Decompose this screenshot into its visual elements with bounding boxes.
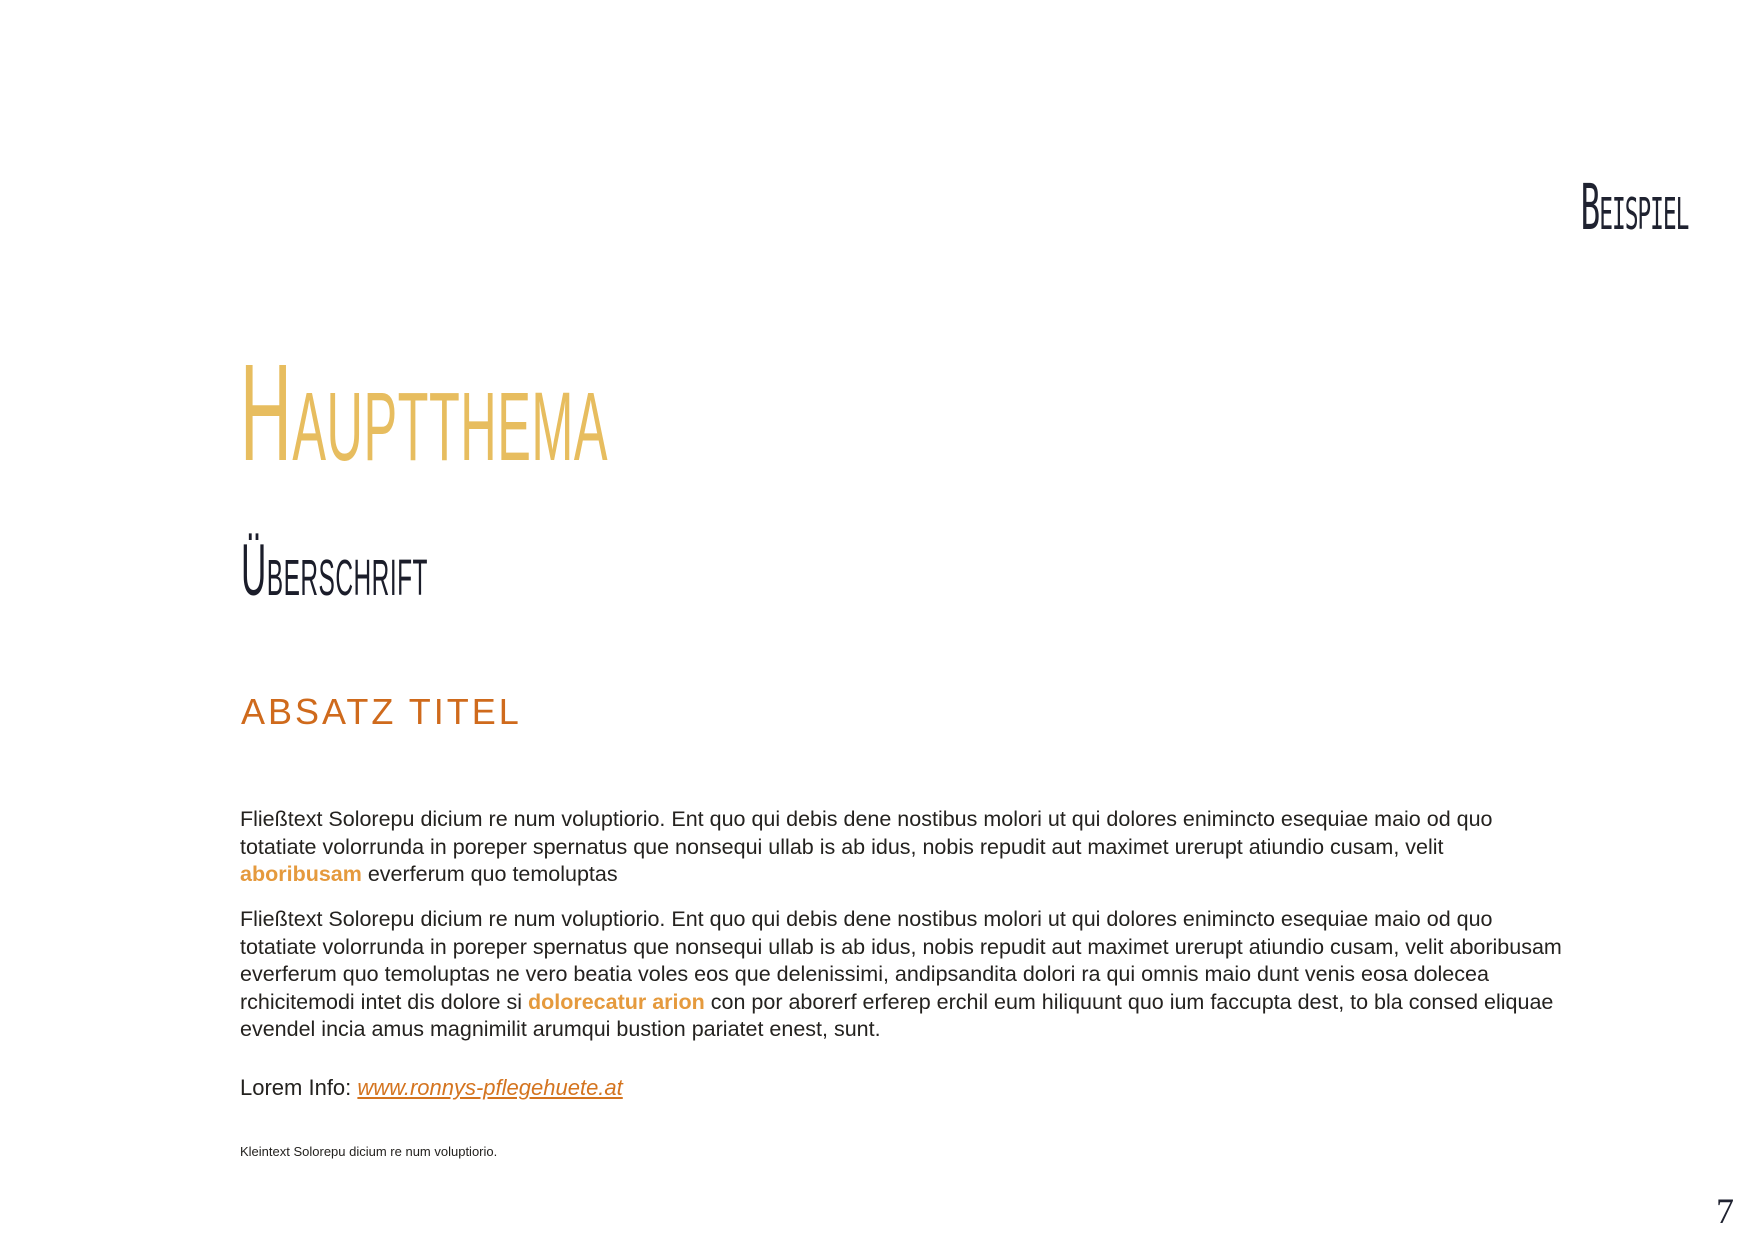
paragraph-2-text-start: Fließtext Solorepu dicium re num voluptiorio. Ent quo qui debis dene nostibus molori ut qui dolores enimincto esequiae maio od quo totatiate volorrunda in poreper spernatus que nonsequi ullab is ab idus, nobis repudit aut maximet urerupt atiundio cusam, velit aboribusam everferum quo temoluptas ne vero beatia voles eos que delenissimi, andipsandita dolori ra qui omnis maio dunt venis eosa dolecea rchicitemodi intet dis dolore si (240, 907, 1562, 1014)
small-text: Kleintext Solorepu dicium re num voluptiorio. (240, 1144, 498, 1159)
paragraph-1-text-start: Fließtext Solorepu dicium re num voluptiorio. Ent quo qui debis dene nostibus molori ut qui dolores enimincto esequiae maio od quo totatiate volorrunda in poreper spernatus que nonsequi ullab is ab idus, nobis repudit aut maximet urerupt atiundio cusam, velit (240, 807, 1493, 859)
info-line (240, 1074, 623, 1102)
website-link[interactable]: www.ronnys-pflegehuete.at (357, 1075, 623, 1100)
corner-label: Beispiel (1580, 171, 1688, 244)
paragraph-2-text-end: con por aborerf erferep erchil eum hiliquunt quo ium faccupta dest, to bla consed eliquae evendel incia amus magnimilit arumqui bustion pariatet enest, sunt. (240, 989, 1554, 1041)
paragraph-1-highlight: aboribusam (240, 862, 362, 886)
info-label: Lorem Info: (240, 1075, 358, 1100)
paragraph-2-highlight: dolorecatur arion (527, 989, 705, 1014)
body-paragraph-1 (240, 806, 1500, 889)
paragraph-1-text-end: everferum quo temoluptas (361, 862, 618, 886)
main-title: Hauptthema (240, 336, 609, 490)
subtitle: Überschrift (241, 530, 428, 611)
section-title: ABSATZ TITEL (241, 691, 522, 732)
page-number: 7 (1716, 1191, 1734, 1231)
body-paragraph-2 (240, 906, 1570, 1044)
